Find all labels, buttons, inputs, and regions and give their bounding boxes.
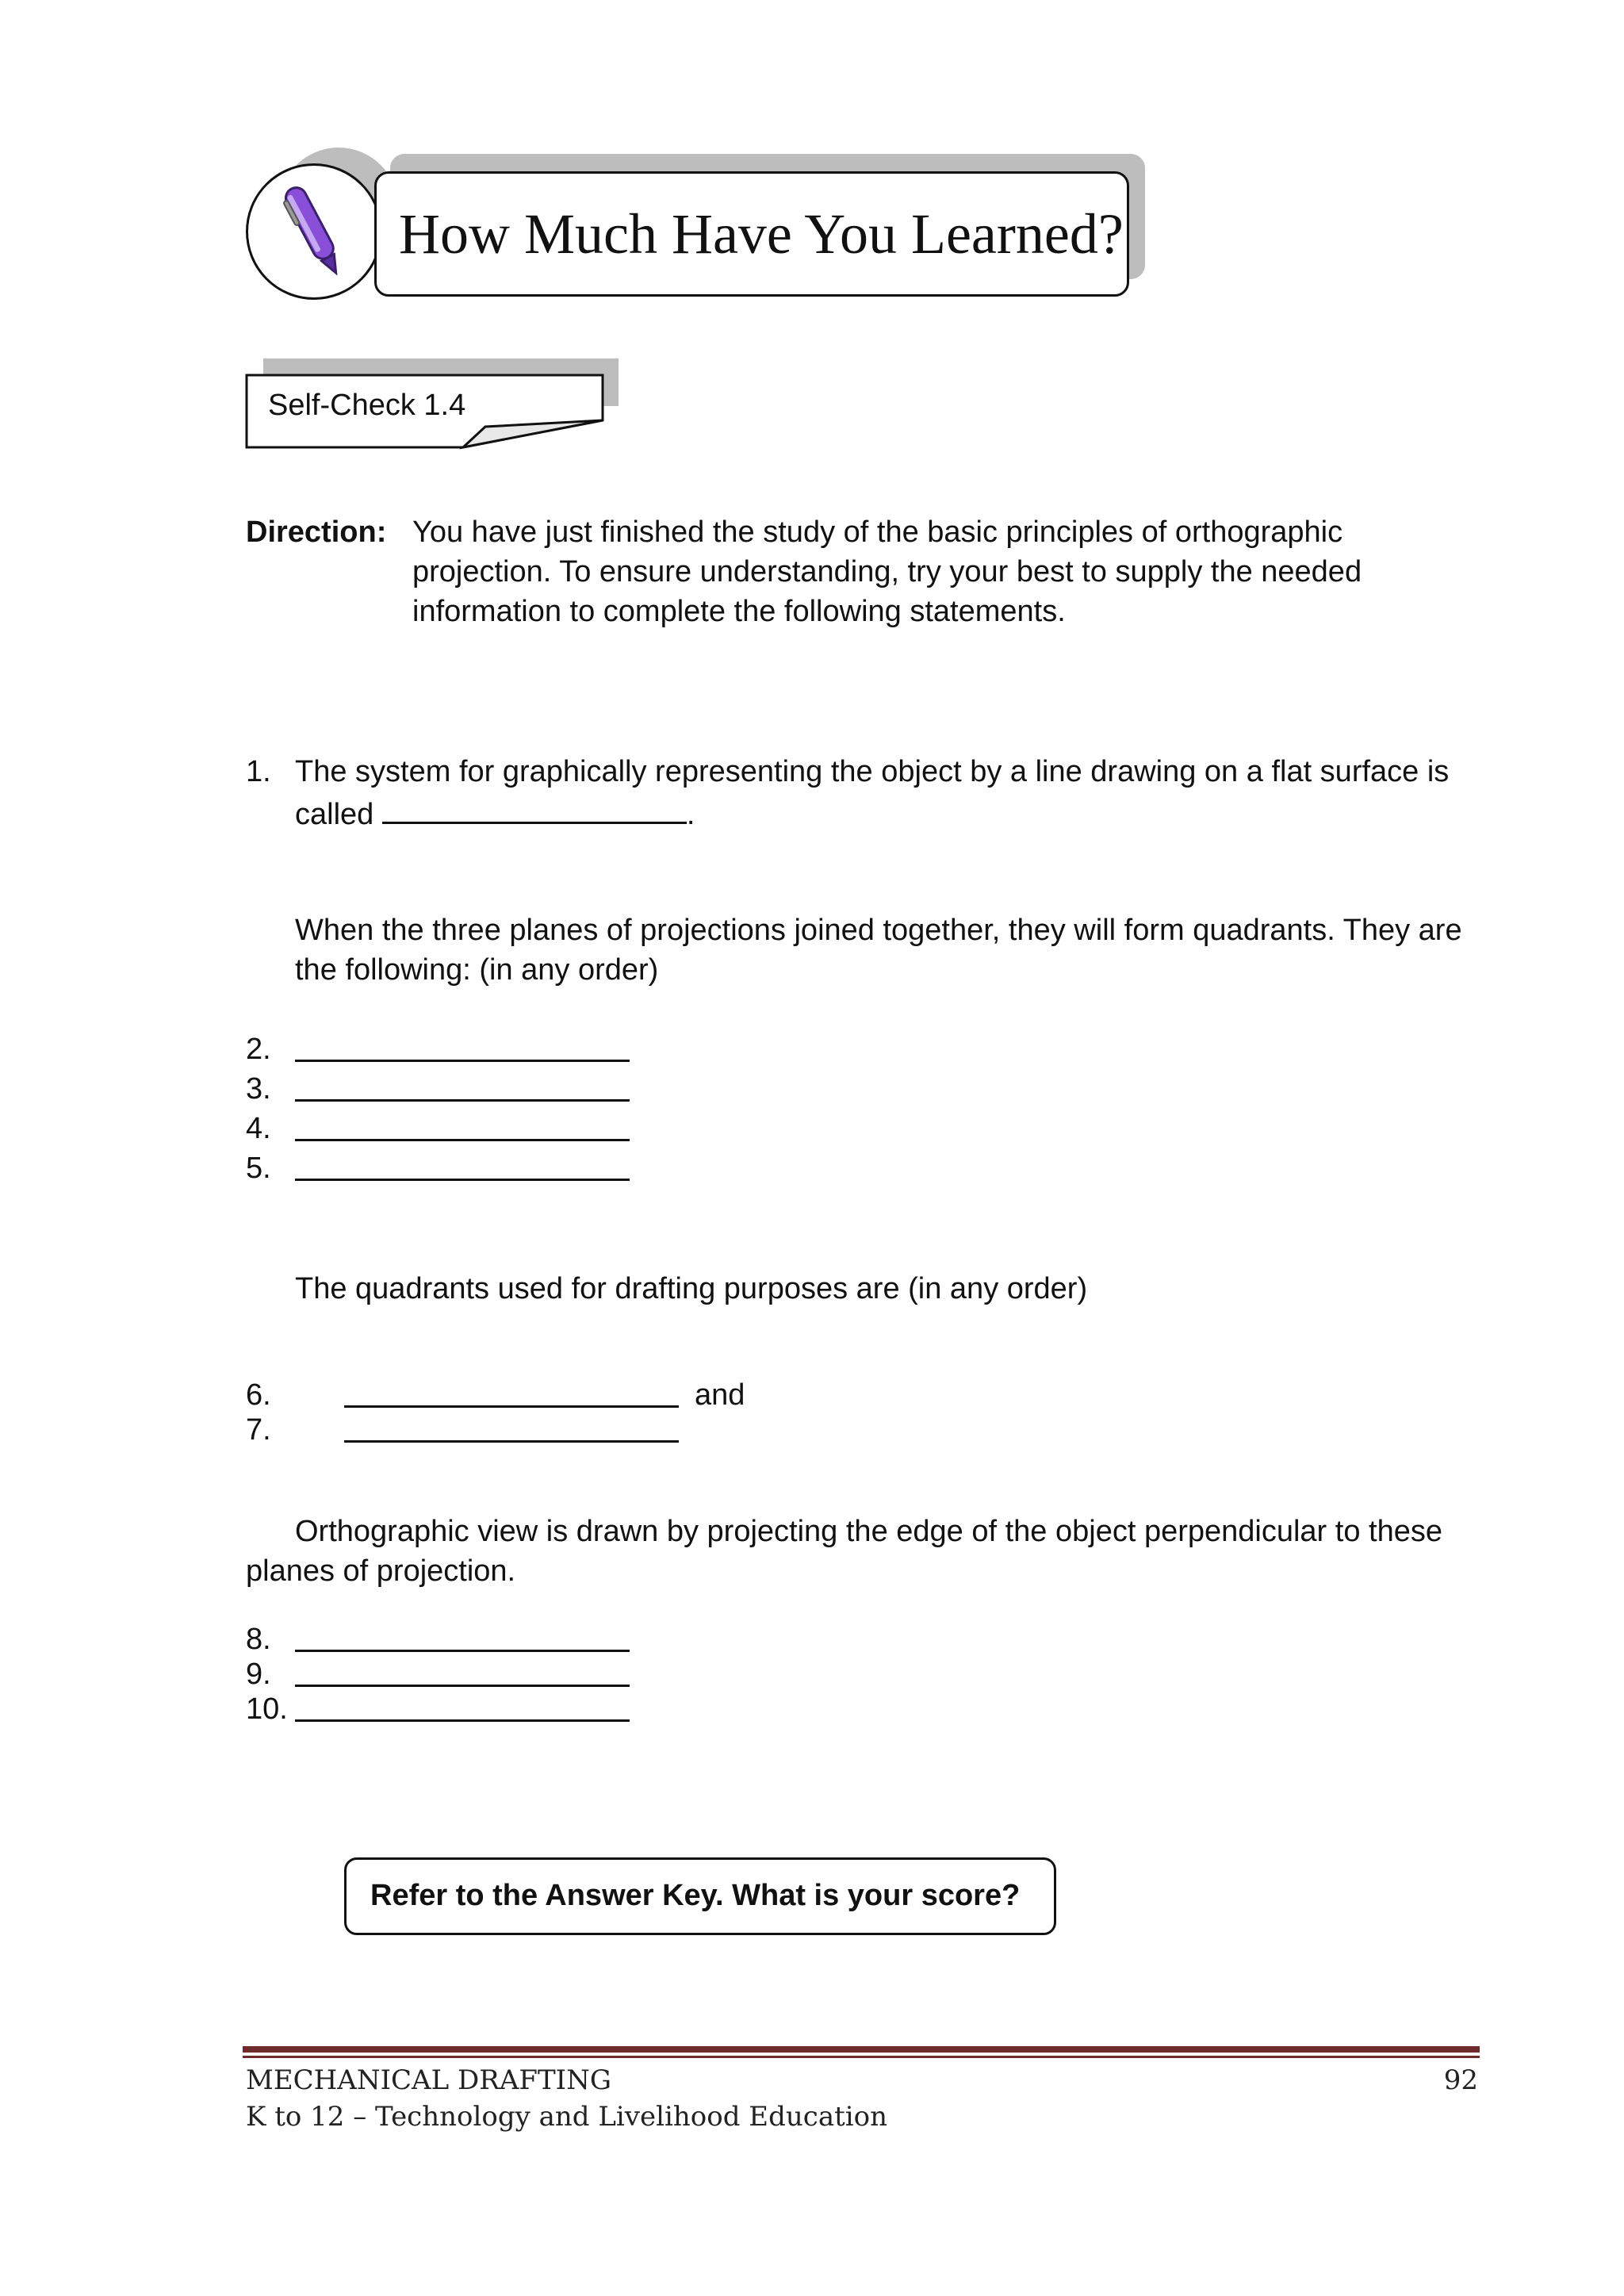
item-number-9: 9. [246,1658,271,1691]
q1-suffix: . [686,798,695,831]
answer-blank-8[interactable] [295,1619,630,1652]
item-number-7: 7. [246,1413,271,1447]
self-check-label: Self-Check 1.4 [268,389,466,422]
q1-prefix: called [295,798,374,831]
answer-blank-2[interactable] [295,1029,630,1062]
pen-icon [248,166,380,297]
and-label: and [695,1378,745,1412]
quadrants-intro-line-1: When the three planes of projections joined together, they will form quadrants. They are [295,914,1462,947]
ortho-intro-line-1: Orthographic view is drawn by projecting the edge of the object perpendicular to these [295,1515,1442,1548]
item-number-5: 5. [246,1152,271,1185]
item-number-6: 6. [246,1378,271,1412]
item-number-8: 8. [246,1623,271,1656]
direction-line-2: projection. To ensure understanding, try your best to supply the needed [412,555,1362,588]
answer-blank-7[interactable] [344,1410,679,1443]
page-title: How Much Have You Learned? [399,202,1124,266]
footer-program: K to 12 – Technology and Livelihood Education [246,2101,887,2133]
drafting-intro: The quadrants used for drafting purposes are (in any order) [295,1272,1088,1305]
footer-rule-thin [243,2056,1480,2058]
answer-blank-6[interactable] [344,1375,679,1408]
item-number-3: 3. [246,1072,271,1106]
q1-line-1: The system for graphically representing the object by a line drawing on a flat surface is [295,755,1450,788]
answer-blank-1[interactable] [382,792,687,824]
direction-label: Direction: [246,516,387,549]
item-number-10: 10. [246,1692,288,1726]
answer-blank-10[interactable] [295,1689,630,1722]
answer-blank-9[interactable] [295,1654,630,1687]
ortho-intro-line-2: planes of projection. [246,1554,516,1588]
item-number-4: 4. [246,1112,271,1145]
answer-key-text: Refer to the Answer Key. What is your score? [370,1879,1021,1912]
direction-line-1: You have just finished the study of the basic principles of orthographic [412,516,1343,549]
title-box [374,171,1129,297]
page-number: 92 [1443,2064,1478,2096]
footer-rule-thick [243,2046,1480,2053]
direction-line-3: information to complete the following statements. [412,595,1066,628]
item-number-2: 2. [246,1033,271,1066]
answer-blank-5[interactable] [295,1148,630,1181]
answer-blank-4[interactable] [295,1109,630,1141]
footer-subject: MECHANICAL DRAFTING [246,2064,612,2096]
answer-blank-3[interactable] [295,1069,630,1102]
answer-key-box [344,1857,1056,1935]
icon-circle [246,163,382,300]
quadrants-intro-line-2: the following: (in any order) [295,953,659,987]
q1-number: 1. [246,755,271,788]
q1-line-2 [295,792,695,834]
